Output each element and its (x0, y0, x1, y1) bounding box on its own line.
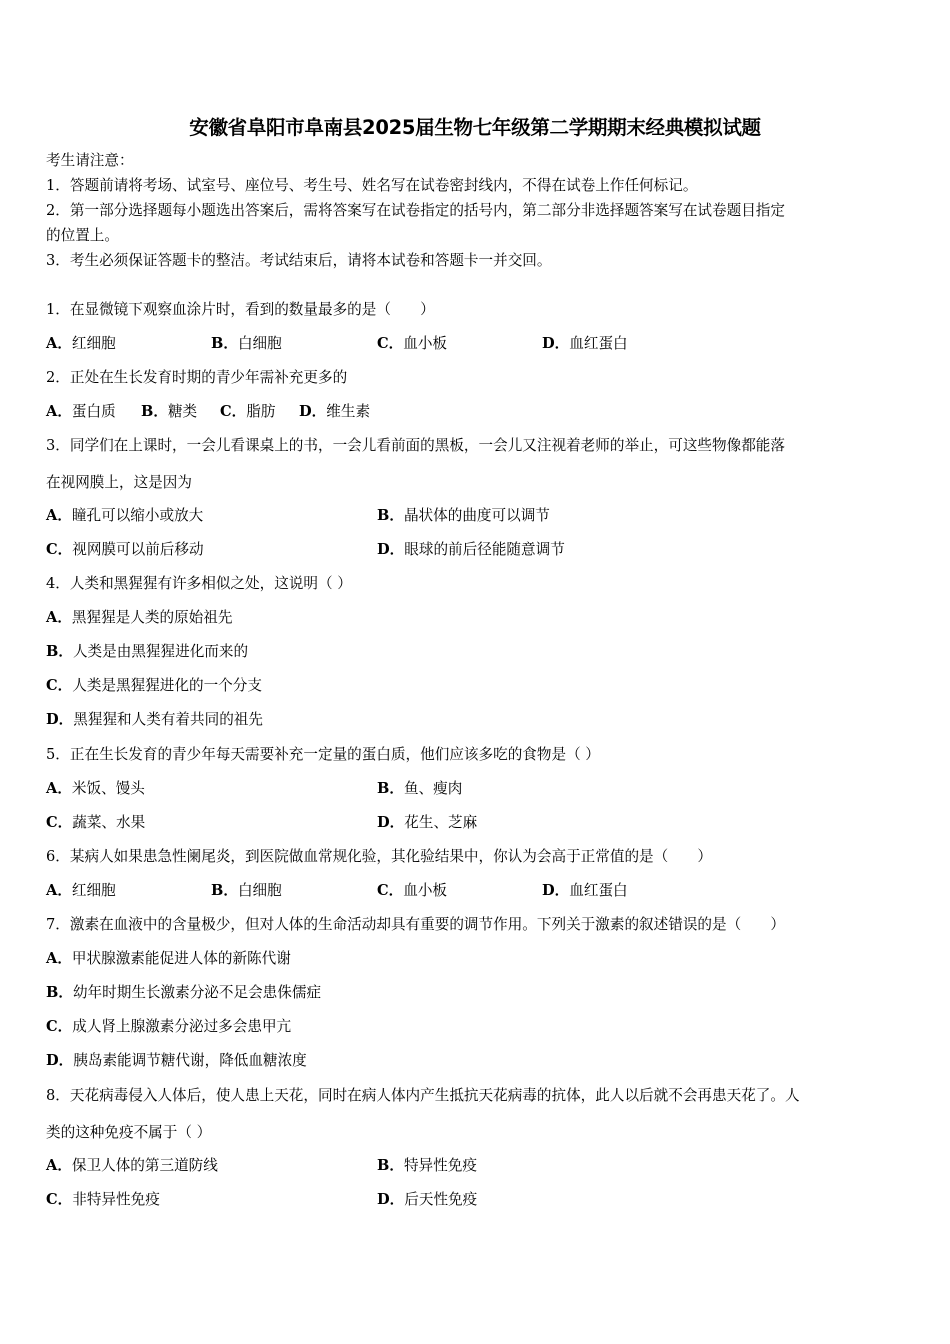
notice-heading: 考生请注意： (46, 152, 134, 169)
question-stem: 7．激素在血液中的含量极少，但对人体的生命活动却具有重要的调节作用。下列关于激素的叙述错误的是（ ） (46, 916, 785, 933)
option-b (377, 506, 550, 526)
option-text: 血红蛋白 (569, 335, 628, 352)
option-letter: B． (211, 335, 238, 352)
option-letter: D． (377, 814, 405, 831)
option-letter: C． (46, 677, 73, 694)
option-text: 后天性免疫 (404, 1191, 478, 1208)
option-b (46, 642, 248, 662)
option-text: 晶状体的曲度可以调节 (403, 507, 550, 524)
option-letter: A． (46, 780, 72, 797)
option-d (299, 402, 370, 422)
option-c (46, 1190, 160, 1210)
option-text: 血小板 (403, 882, 448, 899)
option-letter: D． (46, 1052, 74, 1069)
option-a (46, 402, 116, 422)
question-stem: 6．某病人如果患急性阑尾炎，到医院做血常规化验，其化验结果中，你认为会高于正常值的是（ ） (46, 848, 713, 865)
option-letter: D． (299, 403, 327, 420)
option-text: 人类是黑猩猩进化的一个分支 (72, 677, 262, 694)
option-text: 血小板 (403, 335, 448, 352)
option-b (141, 402, 197, 422)
option-text: 幼年时期生长激素分泌不足会患侏儒症 (72, 984, 322, 1001)
question-stem: 1．在显微镜下观察血涂片时，看到的数量最多的是（ ） (46, 301, 435, 318)
option-c (377, 881, 447, 901)
option-letter: C． (220, 403, 247, 420)
option-c (220, 402, 275, 422)
option-d (542, 334, 628, 354)
question-stem: 类的这种免疫不属于（ ） (46, 1124, 212, 1141)
option-letter: D． (542, 335, 570, 352)
option-text: 眼球的前后径能随意调节 (404, 541, 565, 558)
option-letter: B． (211, 882, 238, 899)
option-letter: A． (46, 950, 72, 967)
option-letter: B． (377, 1157, 404, 1174)
option-text: 白细胞 (237, 335, 282, 352)
question-stem: 8．天花病毒侵入人体后，使人患上天花，同时在病人体内产生抵抗天花病毒的抗体，此人以后就不会再患天花了。人 (46, 1087, 800, 1104)
question-stem: 2．正处在生长发育时期的青少年需补充更多的 (46, 369, 348, 386)
option-d (377, 1190, 477, 1210)
option-text: 瞳孔可以缩小或放大 (71, 507, 204, 524)
option-d (377, 813, 477, 833)
option-a (46, 779, 145, 799)
option-text: 花生、芝麻 (404, 814, 478, 831)
option-a (46, 881, 116, 901)
option-letter: C． (46, 1191, 73, 1208)
option-text: 蛋白质 (71, 403, 116, 420)
option-letter: B． (377, 780, 404, 797)
option-letter: A． (46, 335, 72, 352)
option-text: 胰岛素能调节糖代谢，降低血糖浓度 (73, 1052, 307, 1069)
option-a (46, 506, 203, 526)
option-b (377, 779, 462, 799)
question-stem: 3．同学们在上课时，一会儿看课桌上的书，一会儿看前面的黑板，一会儿又注视着老师的举止，可这些物像都能落 (46, 437, 785, 454)
option-text: 血红蛋白 (569, 882, 628, 899)
option-text: 红细胞 (71, 882, 116, 899)
notice-item: 的位置上。 (46, 227, 119, 244)
option-d (46, 1051, 307, 1071)
option-letter: D． (46, 711, 74, 728)
option-c (377, 334, 447, 354)
option-letter: A． (46, 507, 72, 524)
option-letter: B． (46, 984, 73, 1001)
option-text: 成人肾上腺激素分泌过多会患甲亢 (72, 1018, 292, 1035)
option-letter: D． (542, 882, 570, 899)
option-c (46, 676, 262, 696)
question-stem: 在视网膜上，这是因为 (46, 474, 192, 491)
option-d (542, 881, 628, 901)
option-text: 蔬菜、水果 (72, 814, 146, 831)
option-letter: B． (377, 507, 404, 524)
option-text: 鱼、瘦肉 (403, 780, 463, 797)
option-text: 脂肪 (246, 403, 276, 420)
option-a (46, 1156, 218, 1176)
option-text: 红细胞 (71, 335, 116, 352)
question-stem: 4．人类和黑猩猩有许多相似之处，这说明（ ） (46, 575, 352, 592)
option-letter: D． (377, 1191, 405, 1208)
option-text: 保卫人体的第三道防线 (71, 1157, 218, 1174)
option-letter: A． (46, 403, 72, 420)
notice-item: 3．考生必须保证答题卡的整洁。考试结束后，请将本试卷和答题卡一并交回。 (46, 252, 552, 269)
option-letter: A． (46, 609, 72, 626)
option-a (46, 334, 116, 354)
option-text: 维生素 (326, 403, 371, 420)
option-letter: C． (377, 882, 404, 899)
option-text: 黑猩猩是人类的原始祖先 (71, 609, 233, 626)
option-b (211, 881, 282, 901)
option-b (46, 983, 321, 1003)
option-d (377, 540, 565, 560)
option-letter: D． (377, 541, 405, 558)
option-letter: C． (46, 1018, 73, 1035)
notice-item: 2．第一部分选择题每小题选出答案后，需将答案写在试卷指定的括号内，第二部分非选择题答案写在试卷题目指定 (46, 202, 785, 219)
option-text: 特异性免疫 (403, 1157, 477, 1174)
option-c (46, 813, 145, 833)
option-a (46, 608, 232, 628)
option-c (46, 1017, 291, 1037)
option-letter: C． (46, 814, 73, 831)
option-text: 甲状腺激素能促进人体的新陈代谢 (71, 950, 291, 967)
option-letter: C． (377, 335, 404, 352)
option-letter: B． (141, 403, 168, 420)
option-letter: A． (46, 1157, 72, 1174)
notice-item: 1．答题前请将考场、试室号、座位号、考生号、姓名写在试卷密封线内，不得在试卷上作任何标记。 (46, 177, 698, 194)
option-d (46, 710, 263, 730)
option-text: 糖类 (167, 403, 198, 420)
option-text: 白细胞 (237, 882, 282, 899)
page-title: 安徽省阜阳市阜南县2025届生物七年级第二学期期末经典模拟试题 (189, 116, 761, 139)
question-stem: 5．正在生长发育的青少年每天需要补充一定量的蛋白质，他们应该多吃的食物是（ ） (46, 746, 600, 763)
option-b (211, 334, 282, 354)
option-text: 视网膜可以前后移动 (72, 541, 204, 558)
option-text: 非特异性免疫 (72, 1191, 160, 1208)
option-a (46, 949, 291, 969)
option-c (46, 540, 204, 560)
option-text: 米饭、馒头 (71, 780, 145, 797)
option-letter: C． (46, 541, 73, 558)
option-text: 黑猩猩和人类有着共同的祖先 (73, 711, 263, 728)
option-letter: B． (46, 643, 73, 660)
option-b (377, 1156, 477, 1176)
option-letter: A． (46, 882, 72, 899)
option-text: 人类是由黑猩猩进化而来的 (72, 643, 249, 660)
